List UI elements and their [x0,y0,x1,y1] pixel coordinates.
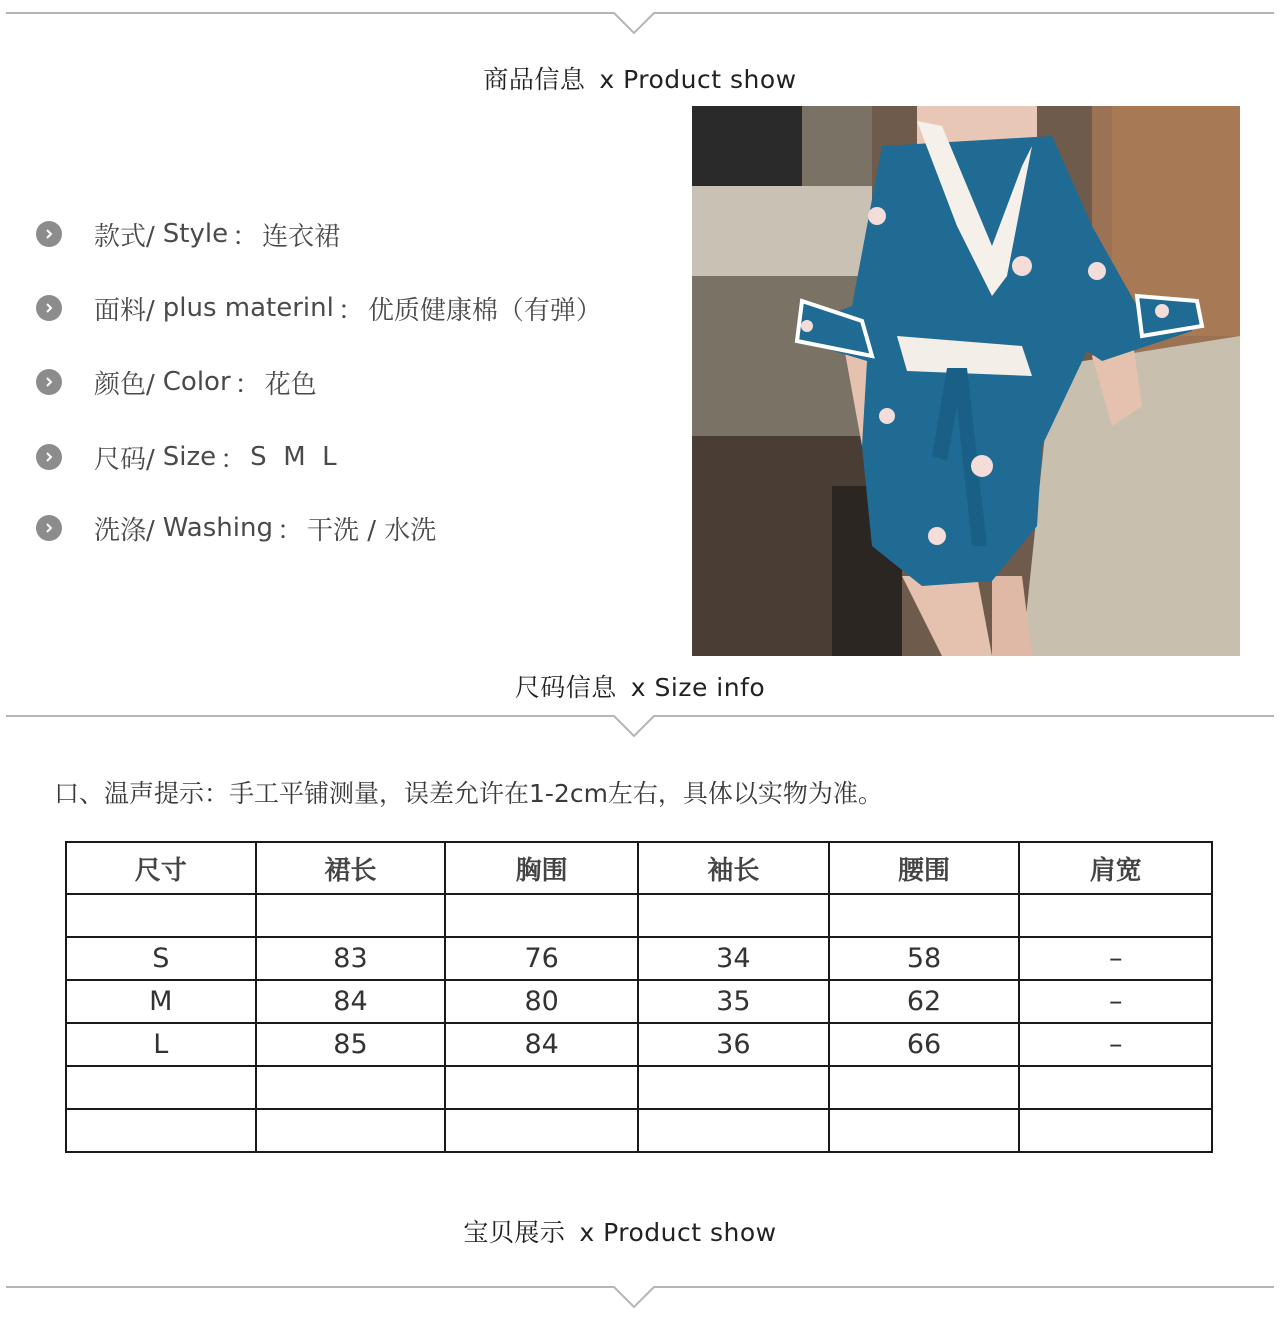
spec-colon: ： [276,515,303,546]
chevron-right-icon [36,221,62,247]
table-cell [256,1066,446,1109]
table-cell [256,894,446,937]
table-row [66,1023,1212,1066]
table-row [66,937,1212,980]
section-title-size-info [0,668,1280,704]
table-row [66,1109,1212,1152]
section-title-cn: 商品信息 [483,65,586,94]
table-cell: 36 [638,1023,829,1066]
spec-value: 花色 [264,369,317,400]
table-header: 尺寸 [66,842,256,894]
spec-colon: ： [220,444,247,475]
table-cell: – [1019,937,1212,980]
table-cell [829,1066,1020,1109]
measurement-note: 口、温声提示：手工平铺测量，误差允许在1-2cm左右，具体以实物为准。 [54,779,883,808]
table-cell [1019,894,1212,937]
spec-key: 款式/ [94,221,155,252]
section-title-gallery [0,1213,1260,1249]
table-cell: L [66,1023,256,1066]
table-cell: 62 [829,980,1020,1023]
table-cell [256,1109,446,1152]
table-header: 袖长 [638,842,829,894]
table-cell [445,894,638,937]
table-cell: – [1019,980,1212,1023]
table-cell [445,1109,638,1152]
table-cell: 84 [445,1023,638,1066]
chevron-right-icon [36,515,62,541]
chevron-right-icon [36,369,62,395]
table-cell [1019,1109,1212,1152]
table-cell: 58 [829,937,1020,980]
table-cell [66,894,256,937]
spec-key: 面料/ [94,295,155,326]
table-cell [638,894,829,937]
table-cell [638,1066,829,1109]
spec-value: 干洗 / 水洗 [307,515,437,546]
spec-value: S M L [250,442,337,472]
spec-row-color [36,362,317,402]
spec-key-en: plus materinl [162,293,334,323]
table-cell: M [66,980,256,1023]
spec-key: 洗涤/ [94,515,155,546]
table-cell: S [66,937,256,980]
table-cell [829,894,1020,937]
kimono-dress-photo [692,106,1240,656]
spec-row-style [36,214,340,254]
spec-key-en: Style [162,219,229,249]
table-cell: 35 [638,980,829,1023]
spec-key: 颜色/ [94,369,155,400]
spec-row-size [36,437,337,477]
table-cell [66,1066,256,1109]
table-cell: 84 [256,980,446,1023]
spec-value: 连衣裙 [262,221,341,252]
table-cell: 34 [638,937,829,980]
table-cell: 76 [445,937,638,980]
table-cell: 83 [256,937,446,980]
section-title-cn: 宝贝展示 [463,1218,566,1247]
table-header: 裙长 [256,842,446,894]
section-title-en: x Product show [599,65,797,94]
spec-key-en: Washing [162,513,273,543]
section-title-en: x Size info [630,673,766,702]
spec-colon: ： [337,295,364,326]
table-row [66,1066,1212,1109]
table-cell [1019,1066,1212,1109]
table-cell: – [1019,1023,1212,1066]
spec-row-material [36,288,602,328]
spec-row-washing [36,508,436,548]
table-header: 肩宽 [1019,842,1212,894]
spec-key-en: Color [162,367,231,397]
spec-value: 优质健康棉（有弹） [367,295,602,326]
size-table [65,841,1213,1153]
product-photo [692,106,1240,656]
table-row [66,980,1212,1023]
spec-colon: ： [234,369,261,400]
spec-colon: ： [232,221,259,252]
top-divider [6,6,1274,30]
spec-key-en: Size [162,442,217,472]
table-cell [829,1109,1020,1152]
section-title-en: x Product show [579,1218,777,1247]
table-cell: 80 [445,980,638,1023]
bottom-divider [6,1280,1274,1304]
spec-key: 尺码/ [94,444,155,475]
section-title-product-info [0,60,1280,96]
table-header-row [66,842,1212,894]
table-cell: 85 [256,1023,446,1066]
table-cell [445,1066,638,1109]
middle-divider [6,709,1274,733]
table-cell [66,1109,256,1152]
table-cell [638,1109,829,1152]
chevron-right-icon [36,295,62,321]
section-title-cn: 尺码信息 [514,673,617,702]
chevron-right-icon [36,444,62,470]
table-cell: 66 [829,1023,1020,1066]
table-header: 腰围 [829,842,1020,894]
table-header: 胸围 [445,842,638,894]
table-row [66,894,1212,937]
